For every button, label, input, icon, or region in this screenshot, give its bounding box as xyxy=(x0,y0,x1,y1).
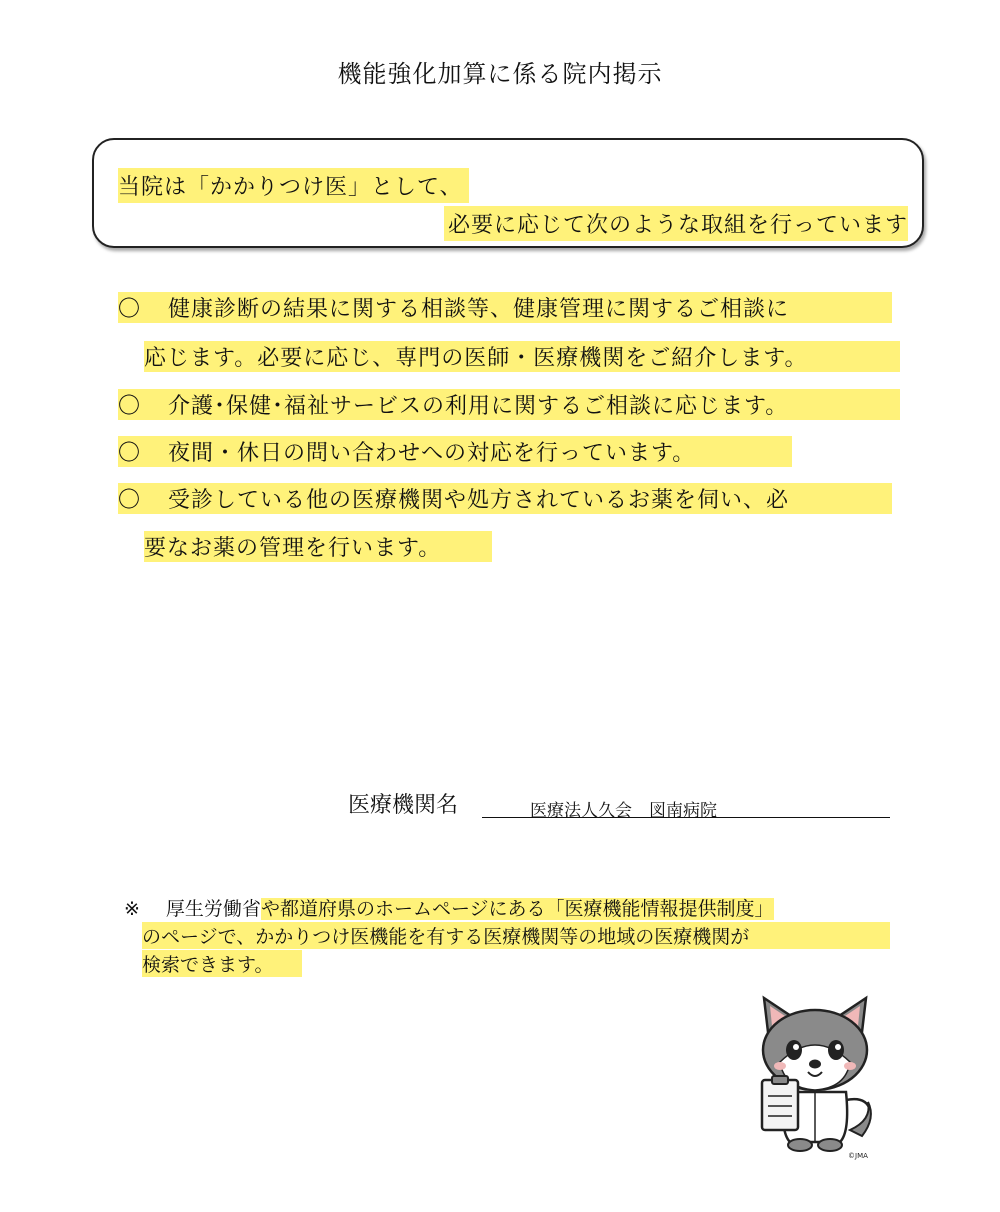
list-item-text: 応じます。必要に応じ、専門の医師・医療機関をご紹介します。 xyxy=(144,346,808,371)
note-text-highlight: や都道府県のホームページにある「医療機能情報提供制度」 xyxy=(260,898,774,920)
notice-line-1: 当院は「かかりつけ医」として、 xyxy=(118,168,469,203)
list-item-text: 受診している他の医療機関や処方されているお薬を伺い、必 xyxy=(168,488,790,513)
note-line-1 xyxy=(124,894,774,921)
list-item xyxy=(118,389,900,420)
organization-name: 医療法人久会 図南病院 xyxy=(530,801,717,821)
list-item-text: 夜間・休日の問い合わせへの対応を行っています。 xyxy=(168,441,696,466)
list-item xyxy=(118,436,792,467)
note-text-plain: 厚生労働省 xyxy=(165,898,261,920)
list-item xyxy=(144,531,492,562)
notice-line-2: 必要に応じて次のような取組を行っています xyxy=(444,206,908,241)
note-mark: ※ xyxy=(124,898,140,920)
note-line-3: 検索できます。 xyxy=(142,950,302,977)
circle-bullet-icon: 〇 xyxy=(118,394,142,419)
list-item-text: 要なお薬の管理を行います。 xyxy=(144,536,442,561)
note-line-2: のページで、かかりつけ医機能を有する医療機関等の地域の医療機関が xyxy=(142,922,890,949)
page-title: 機能強化加算に係る院内掲示 xyxy=(337,60,663,88)
circle-bullet-icon: 〇 xyxy=(118,297,142,322)
list-item-text: 介護･保健･福祉サービスの利用に関するご相談に応じます。 xyxy=(168,394,789,419)
mascot-credit: ©JMA xyxy=(848,1152,868,1160)
list-item xyxy=(144,341,900,372)
circle-bullet-icon: 〇 xyxy=(118,441,142,466)
circle-bullet-icon: 〇 xyxy=(118,488,142,513)
list-item-text: 健康診断の結果に関する相談等、健康管理に関するご相談に xyxy=(168,297,790,322)
organization-label: 医療機関名 xyxy=(348,793,459,818)
list-item xyxy=(118,292,892,323)
mascot-dog-doctor-icon xyxy=(750,992,880,1162)
list-item xyxy=(118,483,892,514)
